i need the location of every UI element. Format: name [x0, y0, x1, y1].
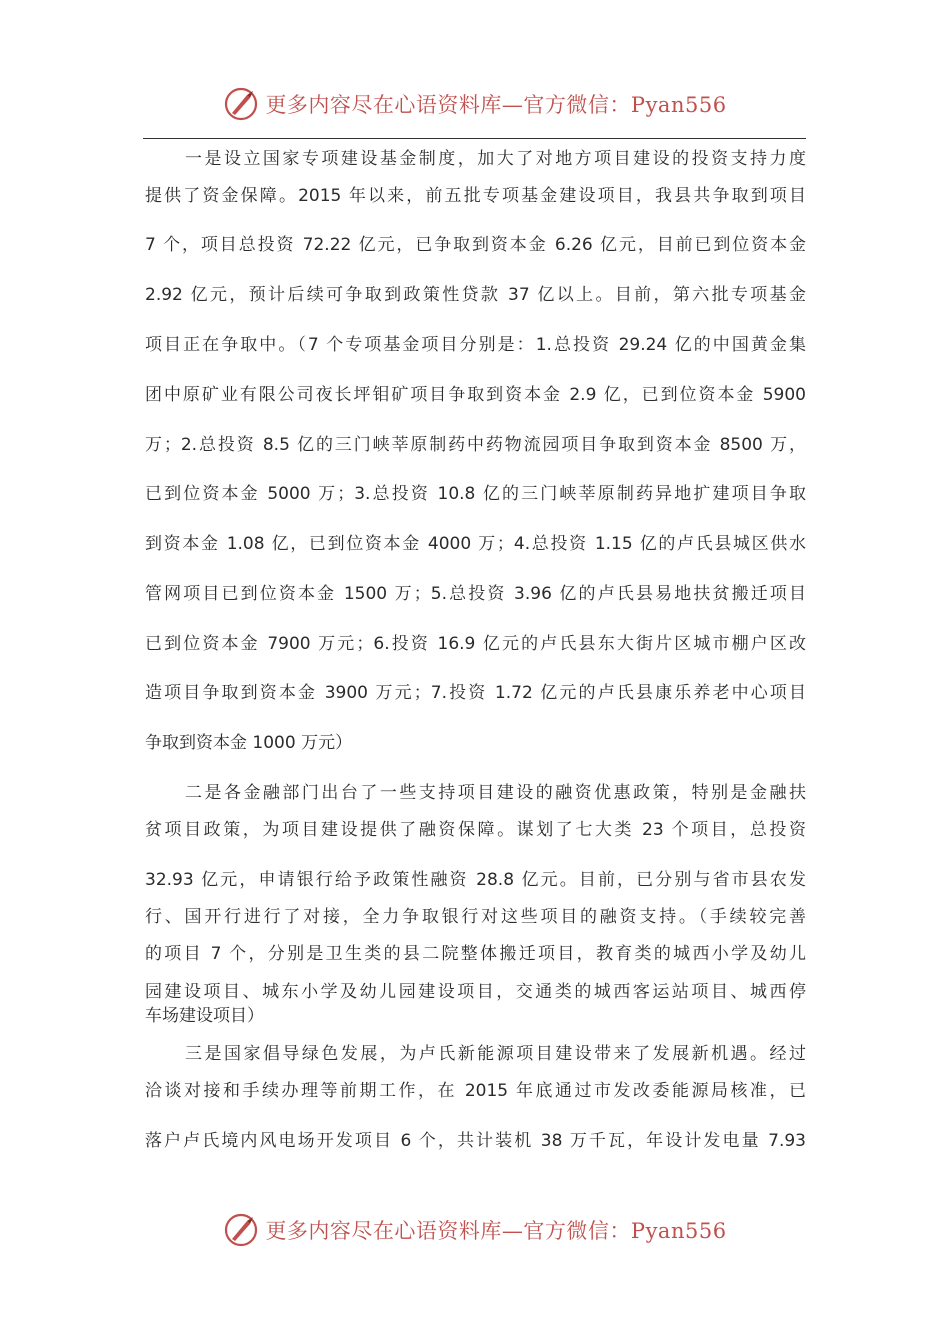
text-line: 团中原矿业有限公司夜长坪钼矿项目争取到资本金 2.9 亿，已到位资本金 5900 [145, 385, 806, 405]
text-line: 行、国开行进行了对接，全力争取银行对这些项目的融资支持。（手续较完善 [145, 907, 806, 927]
footer-watermark-text: 更多内容尽在心语资料库—官方微信：Pyan556 [265, 1219, 727, 1243]
header-watermark-banner [0, 82, 950, 126]
header-watermark-text: 更多内容尽在心语资料库—官方微信：Pyan556 [265, 93, 727, 117]
text-line: 已到位资本金 7900 万元；6.投资 16.9 亿元的卢氏县东大街片区城市棚户区改 [145, 634, 806, 654]
text-line: 到资本金 1.08 亿，已到位资本金 4000 万；4.总投资 1.15 亿的卢氏县城区供水 [145, 534, 806, 554]
text-line: 已到位资本金 5000 万；3.总投资 10.8 亿的三门峡莘原制药异地扩建项目争取 [145, 484, 806, 504]
quill-logo-icon [223, 1212, 259, 1248]
text-line: 园建设项目、城东小学及幼儿园建设项目，交通类的城西客运站项目、城西停 [145, 982, 806, 1002]
text-line: 万；2.总投资 8.5 亿的三门峡莘原制药中药物流园项目争取到资本金 8500 万， [145, 435, 806, 455]
quill-logo-icon [223, 86, 259, 122]
text-line: 项目正在争取中。（7 个专项基金项目分别是：1.总投资 29.24 亿的中国黄金集 [145, 335, 806, 355]
text-line: 一是设立国家专项建设基金制度，加大了对地方项目建设的投资支持力度 [185, 149, 806, 169]
text-line: 落户卢氏境内风电场开发项目 6 个，共计装机 38 万千瓦，年设计发电量 7.93 [145, 1131, 806, 1151]
text-line: 32.93 亿元，申请银行给予政策性融资 28.8 亿元。目前，已分别与省市县农发 [145, 870, 806, 890]
text-line: 争取到资本金 1000 万元） [145, 733, 353, 753]
text-line: 贫项目政策，为项目建设提供了融资保障。谋划了七大类 23 个项目，总投资 [145, 820, 806, 840]
text-line: 二是各金融部门出台了一些支持项目建设的融资优惠政策，特别是金融扶 [185, 783, 806, 803]
text-line: 造项目争取到资本金 3900 万元；7.投资 1.72 亿元的卢氏县康乐养老中心项目 [145, 683, 806, 703]
text-line: 管网项目已到位资本金 1500 万；5.总投资 3.96 亿的卢氏县易地扶贫搬迁项目 [145, 584, 806, 604]
text-line: 车场建设项目） [145, 1006, 264, 1026]
text-line: 洽谈对接和手续办理等前期工作，在 2015 年底通过市发改委能源局核准，已 [145, 1081, 806, 1101]
footer-watermark-banner [0, 1208, 950, 1252]
header-divider [143, 138, 806, 139]
text-line: 7 个，项目总投资 72.22 亿元，已争取到资本金 6.26 亿元，目前已到位资本金 [145, 235, 806, 255]
text-line: 的项目 7 个，分别是卫生类的县二院整体搬迁项目，教育类的城西小学及幼儿 [145, 944, 806, 964]
text-line: 2.92 亿元，预计后续可争取到政策性贷款 37 亿以上。目前，第六批专项基金 [145, 285, 806, 305]
text-line: 提供了资金保障。2015 年以来，前五批专项基金建设项目，我县共争取到项目 [145, 186, 806, 206]
text-line: 三是国家倡导绿色发展，为卢氏新能源项目建设带来了发展新机遇。经过 [185, 1044, 806, 1064]
